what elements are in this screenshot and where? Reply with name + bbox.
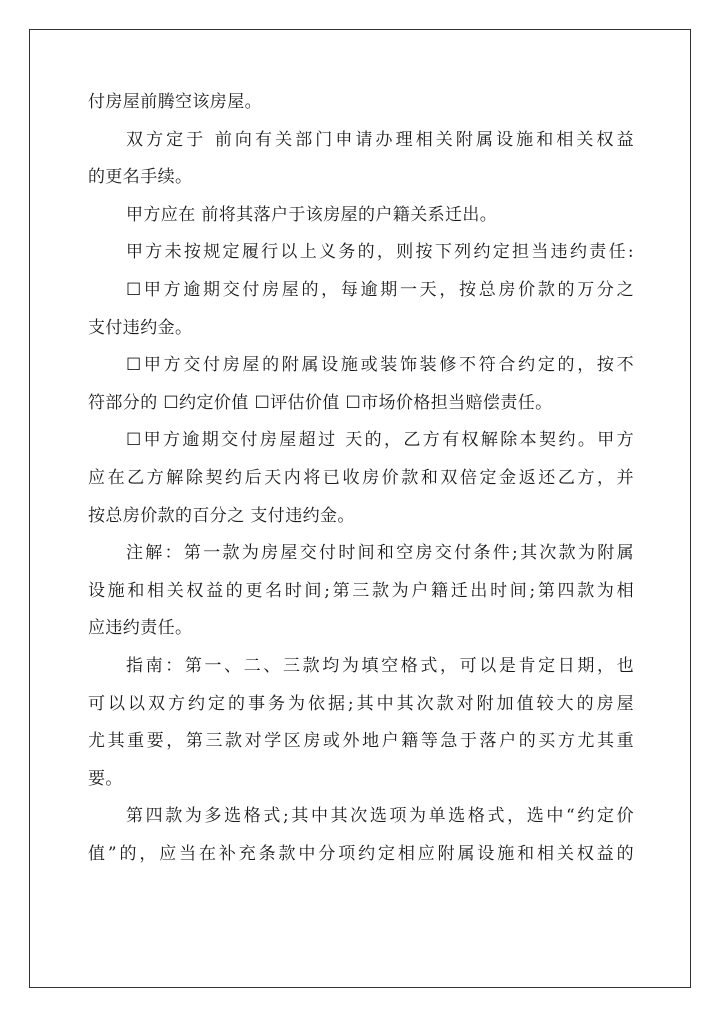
text-line: 支付违约金。	[88, 317, 193, 338]
text-line: 应违约责任。	[88, 618, 193, 639]
document-body	[88, 84, 634, 873]
text-line: ☐甲方逾期交付房屋的，每逾期一天，按总房价款的万分之	[126, 279, 634, 300]
text-line: 值”的，应当在补充条款中分项约定相应附属设施和相关权益的	[88, 843, 634, 864]
text-line: 付房屋前腾空该房屋。	[88, 92, 262, 112]
text-line: 指南：第一、二、三款均为填空格式，可以是肯定日期，也	[126, 655, 634, 676]
text-line: 的更名手续。	[88, 167, 193, 188]
text-line: 双方定于 前向有关部门申请办理相关附属设施和相关权益	[126, 129, 634, 150]
text-line: 应在乙方解除契约后天内将已收房价款和双倍定金返还乙方，并	[88, 467, 634, 488]
text-line: 甲方应在 前将其落户于该房屋的户籍关系迁出。	[126, 204, 498, 225]
text-line: 甲方未按规定履行以上义务的，则按下列约定担当违约责任:	[126, 242, 634, 263]
text-line: 注解：第一款为房屋交付时间和空房交付条件;其次款为附属	[126, 543, 634, 564]
text-line: 可以以双方约定的事务为依据;其中其次款对附加值较大的房屋	[88, 693, 634, 714]
text-line: ☐甲方交付房屋的附属设施或装饰装修不符合约定的，按不	[126, 355, 634, 376]
text-line: 符部分的 ☐约定价值 ☐评估价值 ☐市场价格担当赔偿责任。	[88, 392, 553, 413]
text-line: ☐甲方逾期交付房屋超过 天的，乙方有权解除本契约。甲方	[126, 430, 634, 451]
text-line: 第四款为多选格式;其中其次选项为单选格式，选中“约定价	[126, 806, 634, 827]
text-line: 设施和相关权益的更名时间;第三款为户籍迁出时间;第四款为相	[88, 580, 634, 601]
text-line: 按总房价款的百分之 支付违约金。	[88, 505, 355, 526]
text-line: 尤其重要，第三款对学区房或外地户籍等急于落户的买方尤其重	[88, 731, 634, 752]
text-line: 要。	[88, 768, 123, 789]
